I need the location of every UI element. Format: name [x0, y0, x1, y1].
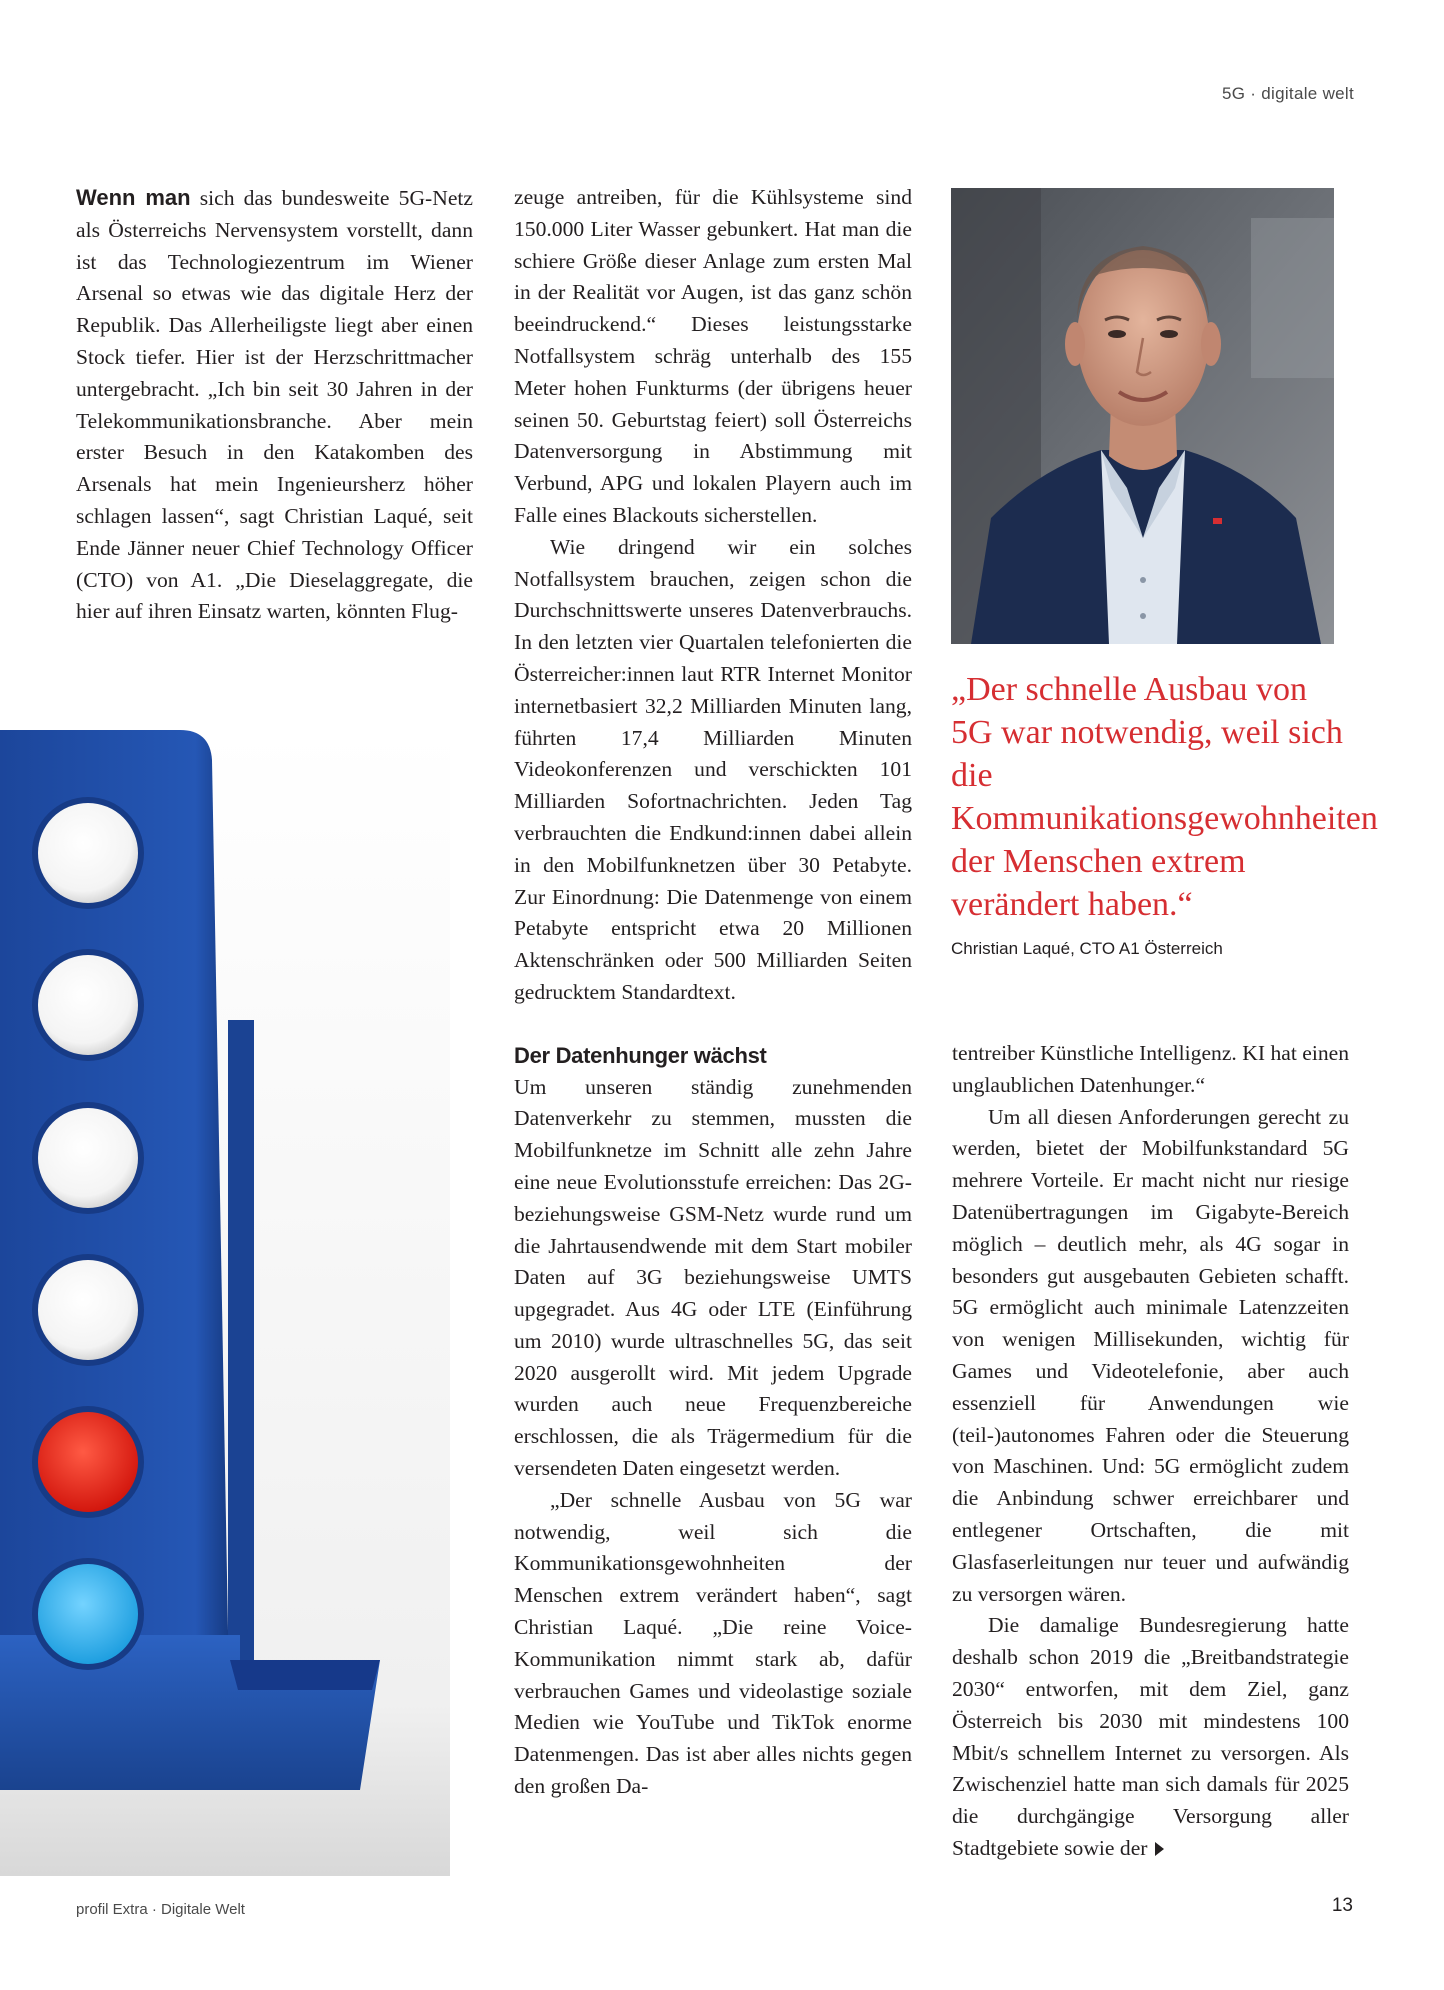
continue-arrow-icon — [1155, 1842, 1164, 1856]
column2-paragraph-3: Um unseren ständig zunehmenden Datenverkehr zu stemmen, mussten die Mobilfunknetze im Schnitt alle zehn Jahre eine neue Evolutionsstufe erreichen: Das 2G- beziehungsweise GSM-Netz wurde rund um die Jahrtausendwende mit dem Start mobiler Daten auf 3G beziehungsweise UMTS upgegradet. Aus 4G oder LTE (Einführung um 2010) wurde ultraschnelles 5G, das seit 2020 ausgerollt wird. Mit jedem Upgrade wurden auch neue Frequenzbereiche erschlossen, die als Trägermedium für die versendeten Daten eingesetzt werden. — [514, 1074, 912, 1481]
column3-paragraph-3-text: Die damalige Bundesregierung hatte deshalb schon 2019 die „Breitbandstrategie 2030“ entworfen, mit dem Ziel, ganz Österreich bis 2030 mit mindestens 100 Mbit/s schnellem Internet zu versorgen. Als Zwischenziel hatte man sich damals für 2025 die durchgängige Versorgung aller Stadtgebiete sowie der — [952, 1613, 1349, 1860]
column3-paragraph-3 — [952, 1610, 1349, 1864]
pull-quote-credit: Christian Laqué, CTO A1 Österreich — [951, 939, 1223, 958]
column2-paragraph-1: zeuge antreiben, für die Kühlsysteme sind 150.000 Liter Wasser gebunkert. Hat man die schiere Größe dieser Anlage zum ersten Mal in der Realität vor Augen, ist das ganz schön beeindruckend.“ Dieses leistungsstarke Notfallsystem schräg unterhalb des 155 Meter hohen Funkturms (der übrigens heuer seinen 50. Geburtstag feiert) soll Österreichs Datenversorgung in Abstimmung mit Verbund, APG und lokalen Playern auch im Falle eines Blackouts sicherstellen. — [514, 185, 912, 527]
subheading: Der Datenhunger wächst — [514, 1042, 767, 1068]
white-disc — [38, 955, 138, 1055]
portrait-photo — [951, 188, 1334, 644]
section-tag: 5G · digitale welt — [1221, 84, 1354, 103]
column3-paragraph-1: tentreiber Künstliche Intelligenz. KI hat einen unglaublichen Datenhunger.“ — [952, 1041, 1349, 1097]
article-column-1 — [76, 182, 473, 628]
lead-in: Wenn man — [76, 185, 191, 210]
column1-paragraph-1 — [76, 182, 473, 628]
white-disc — [38, 1108, 138, 1208]
tray-inner-edge — [230, 1660, 380, 1690]
publication-footer: profil Extra · Digitale Welt — [76, 1901, 245, 1918]
lapel-pin — [1213, 518, 1222, 524]
red-disc — [38, 1412, 138, 1512]
connect-four-game-photo — [0, 730, 450, 1876]
page-number: 13 — [1331, 1895, 1353, 1916]
column2-paragraph-2: Wie dringend wir ein solches Notfallsystem brauchen, zeigen schon die Durchschnittswerte unseres Datenverbrauchs. In den letzten vier Quartalen telefonierten die Österreicher:innen laut RTR Internet Monitor internetbasiert 32,2 Milliarden Minuten lang, führten 17,4 Milliarden Minuten Videokonferenzen und verschickten 101 Milliarden Sofortnachrichten. Jeden Tag verbrauchten die Endkund:innen dabei allein in den Mobilfunknetzen über 30 Petabyte. Zur Einordnung: Die Datenmenge von einem Petabyte entspricht etwa 20 Millionen Aktenschränken oder 500 Milliarden Seiten gedrucktem Standardtext. — [514, 534, 912, 1004]
column3-paragraph-2: Um all diesen Anforderungen gerecht zu werden, bietet der Mobilfunkstandard 5G mehrere Vorteile. Er macht nicht nur riesige Datenübertragungen im Gigabyte-Bereich möglich – deutlich mehr, als 4G sogar in besonders gut ausgebauten Gebieten schafft. 5G ermöglicht auch minimale Latenzzeiten von wenigen Millisekunden, wichtig für Games und Videotelefonie, aber auch essenziell für Anwendungen wie (teil-)autonomes Fahren oder die Steuerung von Maschinen. Und: 5G ermöglicht zudem die Anbindung schwer erreichbarer und entlegener Ortschaften, die mit Glasfaserleitungen nur teuer und aufwändig zu versorgen wären. — [952, 1104, 1349, 1606]
column2-paragraph-4: „Der schnelle Ausbau von 5G war notwendig, weil sich die Kommunikationsgewohnheiten der Menschen extrem verändert haben“, sagt Christian Laqué. „Die reine Voice-Kommunikation nimmt stark ab, dafür verbrauchen Games und videolastige soziale Medien wie YouTube und TikTok enorme Datenmengen. Das ist aber alles nichts gegen den großen Da- — [514, 1487, 912, 1799]
article-column-3 — [952, 1038, 1349, 1865]
white-disc — [38, 803, 138, 903]
white-disc — [38, 1260, 138, 1360]
column1-paragraph-1-text: sich das bundesweite 5G-Netz als Österreichs Nervensystem vorstellt, dann ist das Technologiezentrum im Wiener Arsenal so etwas wie das digitale Herz der Republik. Das Allerheiligste liegt aber einen Stock tiefer. Hier ist der Herzschrittmacher untergebracht. „Ich bin seit 30 Jahren in der Telekommunikationsbranche. Aber mein erster Besuch in den Katakomben des Arsenals hat mein Ingenieursherz höher schlagen lassen“, sagt Christian Laqué, seit Ende Jänner neuer Chief Technology Officer (CTO) von A1. „Die Dieselaggregate, die hier auf ihren Einsatz warten, könnten Flug- — [76, 186, 473, 624]
cyan-disc — [38, 1564, 138, 1664]
pull-quote: „Der schnelle Ausbau von 5G war notwendig, weil sich die Kommunikationsgewohnheiten der Menschen extrem verändert haben.“ — [951, 671, 1378, 923]
article-column-2 — [514, 182, 912, 1803]
